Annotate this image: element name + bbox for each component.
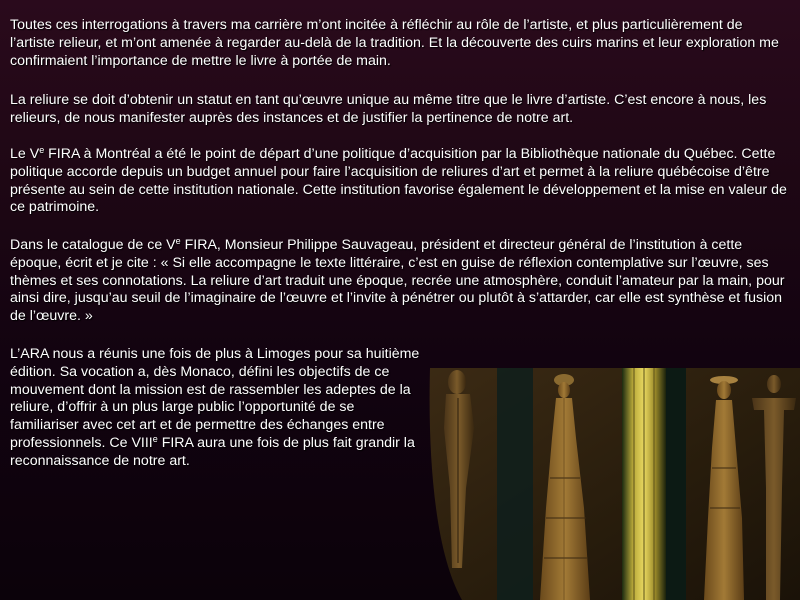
bookbinding-artwork-image — [422, 368, 800, 600]
paragraph-5 — [10, 346, 420, 471]
paragraph-1 — [10, 17, 790, 70]
paragraph-1-text: Toutes ces interrogations à travers ma carrière m’ont incitée à réfléchir au rôle de l’artiste, et plus particulièrement de l’artiste relieur, et m’ont amenée à regarder au-delà de la tradition. Et la découverte des cuirs marins et leur exploration me confirmaient l’importance de mettre le livre à portée de main. — [10, 17, 779, 69]
book-spine — [622, 368, 686, 600]
bookbinding-artwork-svg — [422, 368, 800, 600]
paragraph-4-text — [10, 237, 790, 326]
paragraph-5-rest: FIRA aura une fois de plus fait grandir la reconnaissance de notre art. — [10, 434, 415, 469]
leather-panel — [430, 368, 800, 600]
superscript-e: e — [39, 145, 45, 155]
paragraph-2-text: La reliure se doit d’obtenir un statut en tant qu’œuvre unique au même titre que le livre d’artiste. C’est encore à nous, les relieurs, de nous manifester auprès des instances et de justifier la pertinence de notre art. — [10, 92, 767, 126]
paragraph-4 — [10, 237, 790, 326]
paragraph-3-rest: FIRA à Montréal a été le point de départ d’une politique d’acquisition par la Bibliothèque nationale du Québec. Cette politique accorde depuis un budget annuel pour faire l’acquisition de reliures d’art et permet à la reliure québécoise d’être présente au sein de cette institution nationale. Cette institution favorise également le développement et la mise en valeur de ce patrimoine. — [10, 146, 787, 216]
paragraph-5-start: L’ARA nous a réunis une fois de plus à Limoges pour sa huitième édition. Sa vocation a, dès Monaco, défini les objectifs de ce mouvement dont la mission est de rassembler les adeptes de la reliure, d’offrir à un plus large public l’opportunité de se familiariser avec cet art et de permettre des échanges entre professionnels. Ce VIII — [10, 346, 420, 451]
paragraph-3-text — [10, 146, 790, 217]
superscript-e: e — [175, 236, 181, 246]
paragraph-3 — [10, 146, 790, 217]
superscript-e: e — [152, 433, 158, 444]
paragraph-2 — [10, 92, 790, 128]
paragraph-3-start: Le V — [10, 146, 40, 162]
paragraph-4-start: Dans le catalogue de ce V — [10, 237, 176, 253]
paragraph-5-text — [10, 346, 420, 471]
paragraph-4-rest: FIRA, Monsieur Philippe Sauvageau, président et directeur général de l’institution à cette époque, écrit et je cite : « Si elle accompagne le texte littéraire, c’est en guise de réflexion contemplative sur l’œuvre, ses thèmes et ses connotations. La reliure d’art traduit une époque, recrée une atmosphère, conduit l’amateur par la main, pour ainsi dire, jusqu’au seuil de l’imaginaire de l’œuvre et l’invite à pénétrer ou plutôt à s’attarder, car elle est synthèse et fusion de l’œuvre. » — [10, 237, 785, 325]
panel-gap — [497, 368, 533, 600]
